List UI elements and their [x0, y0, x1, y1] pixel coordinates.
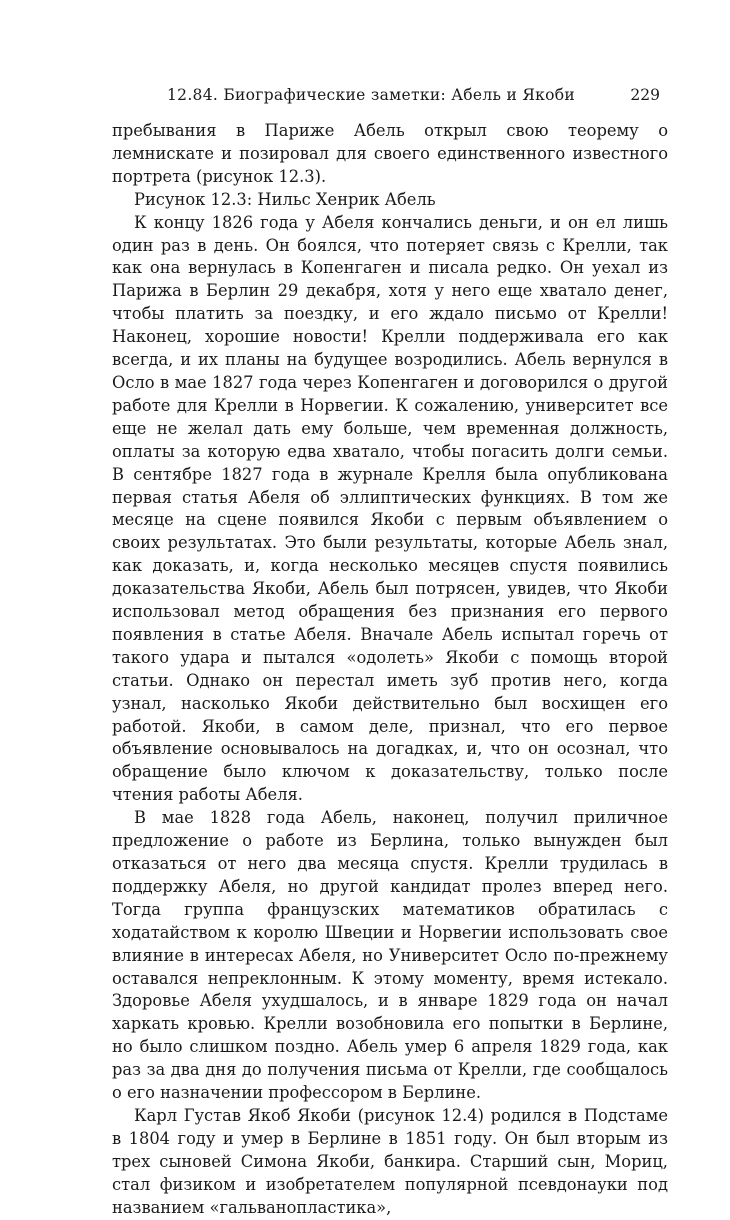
paragraph: Карл Густав Якоб Якоби (рисунок 12.4) родился в Подстаме в 1804 году и умер в Берлине в 1851 году. Он был вторым из трех сыновей Симона Якоби, банкира. Старший сын, Мориц, стал физиком и изобретателем популярной псевдонауки под названием «гальванопластика», [112, 1105, 668, 1217]
figure-caption: Рисунок 12.3: Нильс Хенрик Абель [134, 189, 436, 209]
paragraph: В мае 1828 года Абель, наконец, получил приличное предложение о работе из Берлина, только вынужден был отказаться от него два месяца спустя. Крелли трудилась в поддержку Абеля, но другой кандидат пролез вперед него. Тогда группа французских математиков обратилась с ходатайством к королю Швеции и Норвегии использовать свое влияние в интересах Абеля, но Университет Осло по-прежнему оставался непреклонным. К этому моменту, время истекало. Здоровье Абеля ухудшалось, и в январе 1829 года он начал харкать кровью. Крелли возобновила его попытки в Берлине, но было слишком поздно. Абель умер 6 апреля 1829 года, как раз за два дня до получения письма от Крелли, где сообщалось о его назначении профессором в Берлине. [112, 808, 668, 1103]
running-head [145, 86, 660, 110]
paragraph: К концу 1826 года у Абеля кончались деньги, и он ел лишь один раз в день. Он боялся, что потеряет связь с Крелли, так как она вернулась в Копенгаген и писала редко. Он уехал из Парижа в Берлин 29 декабря, хотя у него еще хватало денег, чтобы платить за поездку, и его ждало письмо от Крелли! Наконец, хорошие новости! Крелли поддерживала его как всегда, и их планы на будущее возродились. Абель вернулся в Осло в мае 1827 года через Копенгаген и договорился о другой работе для Крелли в Норвегии. К сожалению, университет все еще не желал дать ему больше, чем временная должность, оплаты за которую едва хватало, чтобы погасить долги семьи. В сентябре 1827 года в журнале Крелля была опубликована первая статья Абеля об эллиптических функциях. В том же месяце на сцене появился Якоби с первым объявлением о своих результатах. Это были результаты, которые Абель знал, как доказать, и, когда несколько месяцев спустя появились доказательства Якоби, Абель был потрясен, увидев, что Якоби использовал метод обращения без признания его первого появления в статье Абеля. Вначале Абель испытал горечь от такого удара и пытался «одолеть» Якоби с помощь второй статьи. Однако он перестал иметь зуб против него, когда узнал, насколько Якоби действительно был восхищен его работой. Якоби, в самом деле, признал, что его первое объявление основывалось на догадках, и, что он осознал, что обращение было ключом к доказательству, только после чтения работы Абеля. [112, 212, 668, 805]
paragraph-continuation: пребывания в Париже Абель открыл свою теорему о лемнискате и позировал для своего единственного известного портрета (рисунок 12.3). [112, 121, 668, 186]
page-number: 229 [630, 86, 660, 104]
body-text [112, 120, 668, 1220]
section-title: 12.84. Биографические заметки: Абель и Якоби [167, 86, 576, 104]
